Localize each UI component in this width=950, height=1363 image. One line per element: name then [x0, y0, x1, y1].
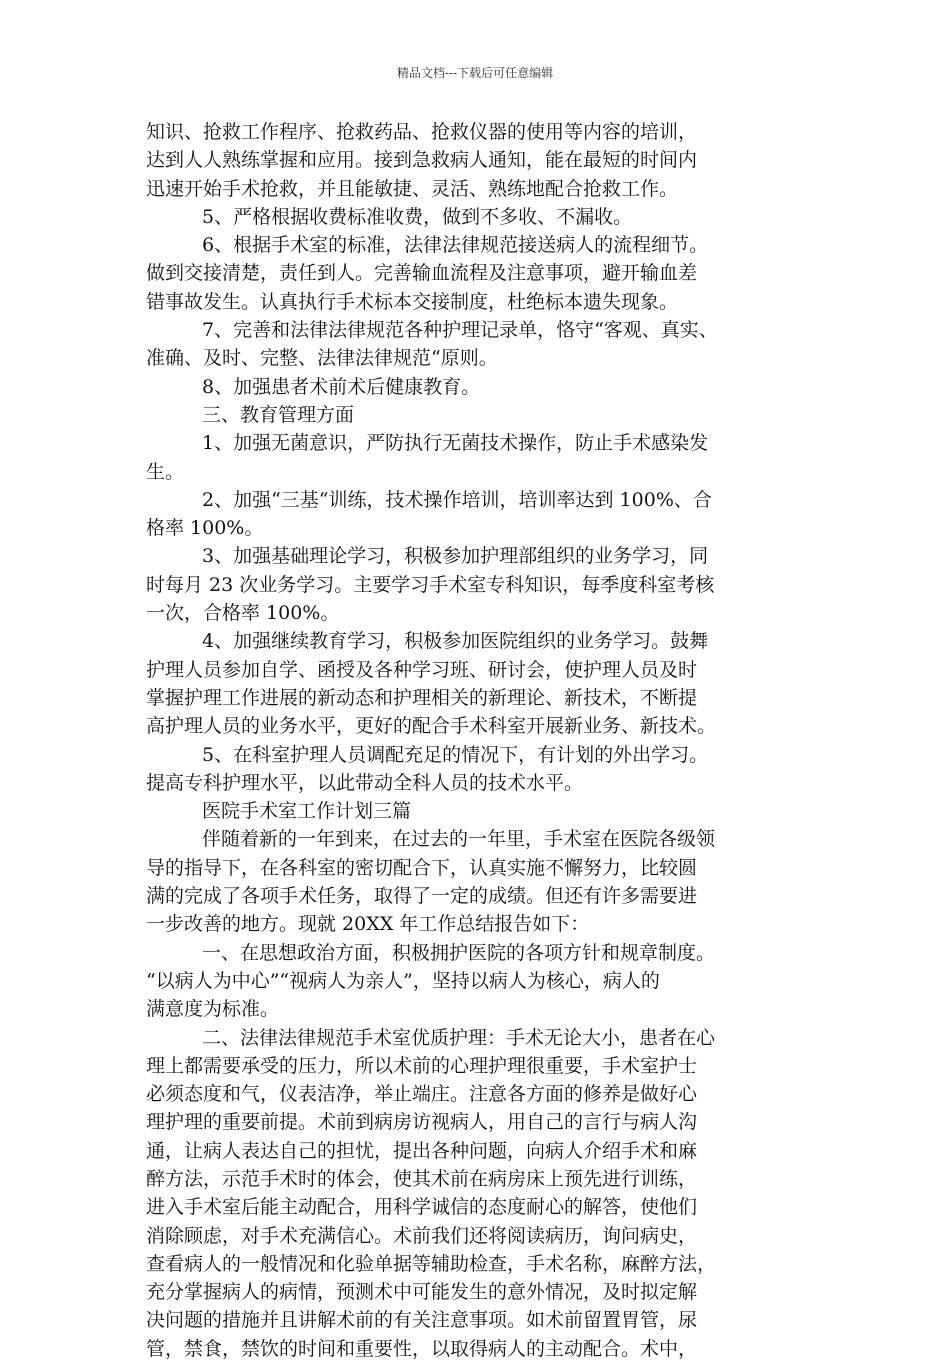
- text-line: 一、在思想政治方面，积极拥护医院的各项方针和规章制度。: [202, 941, 716, 964]
- document-body: [146, 118, 826, 1363]
- text-line: 6、根据手术室的标准，法律法律规范接送病人的流程细节。: [202, 234, 709, 257]
- text-line: 2、加强“三基“训练，技术操作培训，培训率达到 100%、合: [202, 488, 712, 511]
- text-line: 5、严格根据收费标准收费，做到不多收、不漏收。: [202, 205, 633, 228]
- text-line: 满的完成了各项手术任务，取得了一定的成绩。但还有许多需要进: [146, 885, 698, 908]
- text-line: 5、在科室护理人员调配充足的情况下，有计划的外出学习。: [202, 743, 709, 766]
- page-header: 精品文档---下载后可任意编辑: [396, 66, 554, 80]
- text-line: 8、加强患者术前术后健康教育。: [202, 375, 481, 398]
- text-line: 二、法律法律规范手术室优质护理：手术无论大小，患者在心: [202, 1026, 716, 1049]
- text-line: 管，禁食，禁饮的时间和重要性，以取得病人的主动配合。术中，: [146, 1337, 698, 1360]
- text-line: 充分掌握病人的病情，预测术中可能发生的意外情况，及时拟定解: [146, 1281, 698, 1304]
- text-line: 4、加强继续教育学习，积极参加医院组织的业务学习。鼓舞: [202, 630, 709, 653]
- text-line: 一步改善的地方。现就 20XX 年工作总结报告如下：: [146, 913, 590, 936]
- text-line: 提高专科护理水平，以此带动全科人员的技术水平。: [146, 771, 584, 794]
- text-line: 时每月 23 次业务学习。主要学习手术室专科知识，每季度科室考核: [146, 573, 715, 596]
- text-line: 错事故发生。认真执行手术标本交接制度，杜绝标本遗失现象。: [146, 290, 679, 313]
- text-line: 医院手术室工作计划三篇: [202, 800, 412, 823]
- text-line: 知识、抢救工作程序、抢救药品、抢救仪器的使用等内容的培训，: [146, 121, 698, 143]
- text-line: 格率 100%。: [146, 517, 264, 540]
- text-line: 1、加强无菌意识，严防执行无菌技术操作，防止手术感染发: [202, 432, 709, 455]
- text-line: 理上都需要承受的压力，所以术前的心理护理很重要，手术室护士: [146, 1054, 698, 1077]
- text-line: 准确、及时、完整、法律法律规范“原则。: [146, 347, 498, 370]
- text-line: 达到人人熟练掌握和应用。接到急救病人通知，能在最短的时间内: [146, 149, 698, 172]
- text-line: 三、教育管理方面: [202, 403, 355, 426]
- text-line: 消除顾虑，对手术充满信心。术前我们还将阅读病历，询问病史，: [146, 1224, 698, 1247]
- text-line: 做到交接清楚，责任到人。完善输血流程及注意事项，避开输血差: [146, 262, 698, 285]
- text-line: 查看病人的一般情况和化验单据等辅助检查，手术名称，麻醉方法，: [146, 1252, 717, 1275]
- text-line: 进入手术室后能主动配合，用科学诚信的态度耐心的解答，使他们: [146, 1196, 698, 1219]
- text-line: 一次，合格率 100%。: [146, 602, 340, 625]
- text-line: 迅速开始手术抢救，并且能敏捷、灵活、熟练地配合抢救工作。: [146, 177, 679, 200]
- text-line: 高护理人员的业务水平，更好的配合手术科室开展新业务、新技术。: [146, 715, 717, 738]
- text-line: 导的指导下，在各科室的密切配合下，认真实施不懈努力，比较圆: [146, 856, 698, 879]
- text-line: 护理人员参加自学、函授及各种学习班、研讨会，使护理人员及时: [146, 658, 698, 681]
- text-line: 7、完善和法律法律规范各种护理记录单，恪守“客观、真实、: [202, 319, 718, 342]
- text-line: 必须态度和气，仪表洁净，举止端庄。注意各方面的修养是做好心: [146, 1083, 698, 1106]
- text-line: 醉方法，示范手术时的体会，使其术前在病房床上预先进行训练，: [146, 1167, 698, 1190]
- text-line: 3、加强基础理论学习，积极参加护理部组织的业务学习，同: [202, 545, 709, 568]
- text-line: 通，让病人表达自己的担忧，提出各种问题，向病人介绍手术和麻: [146, 1139, 698, 1162]
- text-line: 理护理的重要前提。术前到病房访视病人，用自己的言行与病人沟: [146, 1111, 698, 1134]
- text-line: 伴随着新的一年到来，在过去的一年里，手术室在医院各级领: [202, 828, 716, 851]
- text-line: “以病人为中心”“视病人为亲人”，坚持以病人为核心，病人的: [146, 969, 660, 992]
- text-line: 决问题的措施并且讲解术前的有关注意事项。如术前留置胃管，尿: [146, 1309, 698, 1332]
- text-line: 生。: [146, 460, 185, 483]
- text-line: 满意度为标准。: [146, 998, 280, 1021]
- text-line: 掌握护理工作进展的新动态和护理相关的新理论、新技术，不断提: [146, 686, 698, 709]
